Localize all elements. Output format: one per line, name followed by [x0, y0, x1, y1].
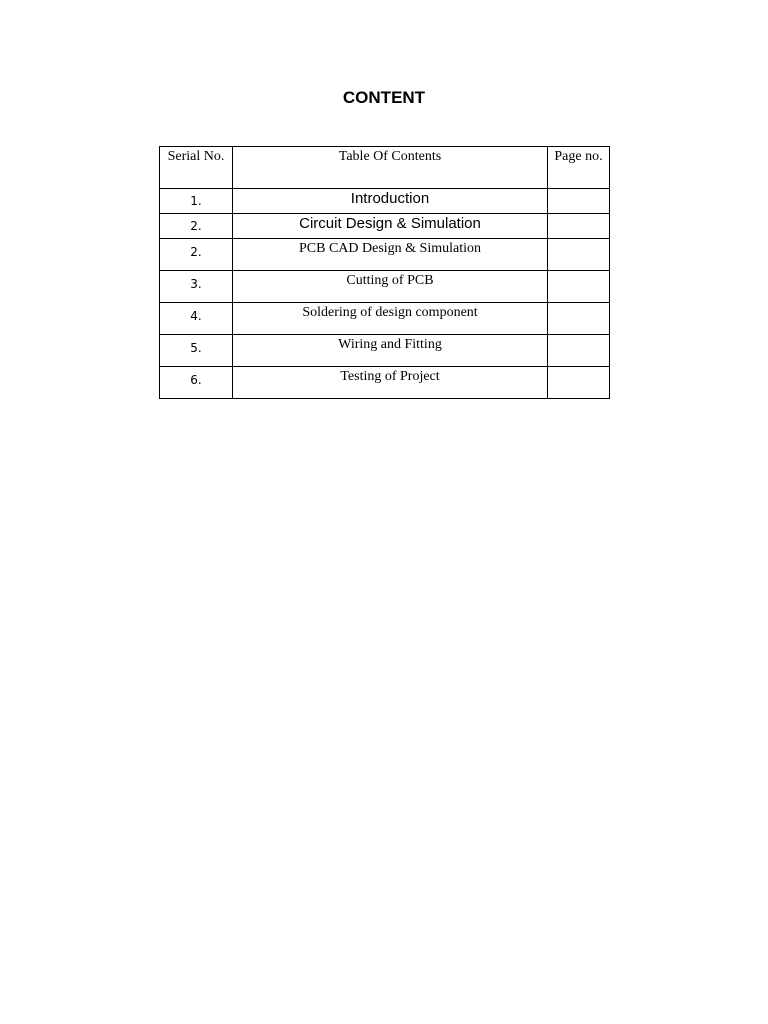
header-serial-no-label: Serial No.	[167, 149, 225, 164]
header-table-of-contents	[233, 147, 548, 189]
serial-cell	[160, 303, 233, 335]
table-row	[160, 271, 610, 303]
page-cell	[548, 239, 610, 271]
section-title: Soldering of design component	[302, 305, 478, 320]
title-cell	[233, 214, 548, 239]
page-title: CONTENT	[342, 88, 426, 107]
serial-cell	[160, 367, 233, 399]
section-title: Introduction	[350, 190, 430, 207]
serial-number: 2.	[190, 245, 202, 259]
serial-number: 5.	[190, 341, 202, 355]
header-page-no	[548, 147, 610, 189]
serial-cell	[160, 189, 233, 214]
section-title: PCB CAD Design & Simulation	[298, 241, 482, 256]
page-cell	[548, 335, 610, 367]
serial-number: 4.	[190, 309, 202, 323]
serial-number: 1.	[190, 194, 202, 208]
serial-cell	[160, 271, 233, 303]
page-cell	[548, 189, 610, 214]
title-cell	[233, 189, 548, 214]
title-cell	[233, 239, 548, 271]
page-cell	[548, 271, 610, 303]
table-row	[160, 335, 610, 367]
table-row	[160, 367, 610, 399]
contents-table	[159, 146, 610, 399]
section-title: Testing of Project	[340, 369, 440, 384]
section-title: Wiring and Fitting	[338, 337, 442, 352]
serial-cell	[160, 214, 233, 239]
header-contents-label: Table Of Contents	[338, 149, 442, 164]
header-page-no-label: Page no.	[554, 149, 603, 164]
table-row	[160, 214, 610, 239]
table-row	[160, 239, 610, 271]
serial-cell	[160, 239, 233, 271]
serial-number: 2.	[190, 219, 202, 233]
page-cell	[548, 214, 610, 239]
serial-number: 6.	[190, 373, 202, 387]
title-cell	[233, 367, 548, 399]
page-cell	[548, 303, 610, 335]
title-cell	[233, 271, 548, 303]
section-title: Circuit Design & Simulation	[299, 215, 481, 232]
section-title: Cutting of PCB	[346, 273, 434, 288]
header-serial-no	[160, 147, 233, 189]
title-cell	[233, 335, 548, 367]
serial-cell	[160, 335, 233, 367]
table-row	[160, 303, 610, 335]
title-cell	[233, 303, 548, 335]
table-header-row	[160, 147, 610, 189]
page-cell	[548, 367, 610, 399]
serial-number: 3.	[190, 277, 202, 291]
table-row	[160, 189, 610, 214]
